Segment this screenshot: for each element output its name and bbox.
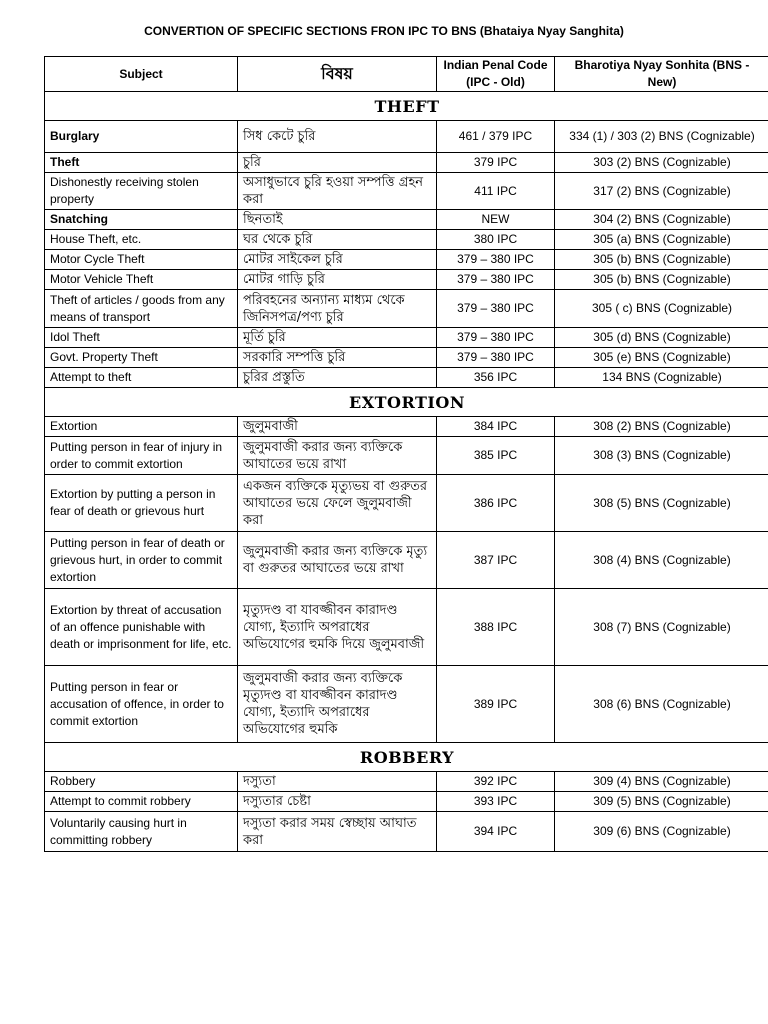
cell-bns: 317 (2) BNS (Cognizable) <box>555 173 768 210</box>
cell-ipc: 385 IPC <box>437 437 555 475</box>
cell-ipc: 386 IPC <box>437 475 555 532</box>
cell-bengali: একজন ব্যক্তিকে মৃত্যুভয় বা গুরুতর আঘাতের ভয়ে ফেলে জুলুমবাজী করা <box>238 475 437 532</box>
cell-bengali: মোটর সাইকেল চুরি <box>238 250 437 270</box>
table-row <box>45 270 768 290</box>
table-row <box>45 792 768 812</box>
table-row <box>45 250 768 270</box>
cell-subject: Extortion <box>45 417 238 437</box>
cell-bns: 308 (4) BNS (Cognizable) <box>555 532 768 589</box>
cell-ipc: 379 – 380 IPC <box>437 328 555 348</box>
cell-ipc: 393 IPC <box>437 792 555 812</box>
cell-bengali: ঘর থেকে চুরি <box>238 230 437 250</box>
table-row <box>45 121 768 153</box>
cell-bns: 305 ( c) BNS (Cognizable) <box>555 290 768 328</box>
cell-subject: Attempt to theft <box>45 368 238 388</box>
cell-ipc: 379 – 380 IPC <box>437 290 555 328</box>
cell-ipc: 356 IPC <box>437 368 555 388</box>
cell-bns: 308 (3) BNS (Cognizable) <box>555 437 768 475</box>
cell-bns: 303 (2) BNS (Cognizable) <box>555 153 768 173</box>
cell-bns: 305 (a) BNS (Cognizable) <box>555 230 768 250</box>
cell-bengali: জুলুমবাজী <box>238 417 437 437</box>
cell-ipc: 379 IPC <box>437 153 555 173</box>
ipc-bns-table <box>44 56 768 852</box>
header-bns: Bharotiya Nyay Sonhita (BNS - New) <box>555 57 768 92</box>
table-row <box>45 290 768 328</box>
cell-bns: 308 (5) BNS (Cognizable) <box>555 475 768 532</box>
header-bengali: বিষয় <box>238 57 437 92</box>
cell-subject: Motor Vehicle Theft <box>45 270 238 290</box>
table-row <box>45 230 768 250</box>
cell-ipc: NEW <box>437 210 555 230</box>
cell-bengali: মূর্তি চুরি <box>238 328 437 348</box>
cell-bengali: মোটর গাড়ি চুরি <box>238 270 437 290</box>
section-heading: ROBBERY <box>45 743 768 772</box>
cell-bengali: সিধ কেটে চুরি <box>238 121 437 153</box>
cell-subject: Robbery <box>45 772 238 792</box>
cell-ipc: 461 / 379 IPC <box>437 121 555 153</box>
header-subject: Subject <box>45 57 238 92</box>
document-title: CONVERTION OF SPECIFIC SECTIONS FRON IPC TO BNS (Bhataiya Nyay Sanghita) <box>144 24 624 38</box>
header-row <box>45 57 768 92</box>
cell-subject: Idol Theft <box>45 328 238 348</box>
table-row <box>45 812 768 852</box>
cell-ipc: 379 – 380 IPC <box>437 270 555 290</box>
cell-bns: 308 (7) BNS (Cognizable) <box>555 589 768 666</box>
cell-bns: 305 (b) BNS (Cognizable) <box>555 250 768 270</box>
cell-bns: 309 (4) BNS (Cognizable) <box>555 772 768 792</box>
cell-subject: Govt. Property Theft <box>45 348 238 368</box>
table-row <box>45 666 768 743</box>
cell-bengali: চুরির প্রস্তুতি <box>238 368 437 388</box>
cell-subject: Putting person in fear of death or grievous hurt, in order to commit extortion <box>45 532 238 589</box>
table-row <box>45 328 768 348</box>
cell-bengali: অসাধুভাবে চুরি হওয়া সম্পত্তি গ্রহন করা <box>238 173 437 210</box>
cell-bengali: দস্যুতা <box>238 772 437 792</box>
table-row <box>45 153 768 173</box>
cell-subject: Burglary <box>45 121 238 153</box>
table-row <box>45 173 768 210</box>
table-row <box>45 475 768 532</box>
header-ipc: Indian Penal Code (IPC - Old) <box>437 57 555 92</box>
cell-ipc: 384 IPC <box>437 417 555 437</box>
cell-ipc: 379 – 380 IPC <box>437 348 555 368</box>
cell-bns: 305 (b) BNS (Cognizable) <box>555 270 768 290</box>
table-row <box>45 210 768 230</box>
cell-subject: Snatching <box>45 210 238 230</box>
table-row <box>45 589 768 666</box>
cell-subject: Theft of articles / goods from any means of transport <box>45 290 238 328</box>
cell-subject: House Theft, etc. <box>45 230 238 250</box>
cell-subject: Motor Cycle Theft <box>45 250 238 270</box>
section-heading-row <box>45 743 768 772</box>
cell-ipc: 389 IPC <box>437 666 555 743</box>
table-row <box>45 417 768 437</box>
cell-bengali: জুলুমবাজী করার জন্য ব্যক্তিকে মৃত্যু বা গুরুতর আঘাতের ভয়ে রাখা <box>238 532 437 589</box>
cell-bns: 134 BNS (Cognizable) <box>555 368 768 388</box>
table-row <box>45 772 768 792</box>
cell-bengali: পরিবহনের অন্যান্য মাধ্যম থেকে জিনিসপত্র/পণ্য চুরি <box>238 290 437 328</box>
cell-bengali: সরকারি সম্পত্তি চুরি <box>238 348 437 368</box>
cell-ipc: 394 IPC <box>437 812 555 852</box>
cell-ipc: 387 IPC <box>437 532 555 589</box>
cell-subject: Putting person in fear of injury in order to commit extortion <box>45 437 238 475</box>
cell-bengali: চুরি <box>238 153 437 173</box>
cell-subject: Extortion by putting a person in fear of death or grievous hurt <box>45 475 238 532</box>
cell-subject: Dishonestly receiving stolen property <box>45 173 238 210</box>
cell-subject: Theft <box>45 153 238 173</box>
cell-bns: 305 (d) BNS (Cognizable) <box>555 328 768 348</box>
cell-subject: Extortion by threat of accusation of an offence punishable with death or imprisonment for life, etc. <box>45 589 238 666</box>
cell-bns: 334 (1) / 303 (2) BNS (Cognizable) <box>555 121 768 153</box>
cell-subject: Voluntarily causing hurt in committing robbery <box>45 812 238 852</box>
section-heading: THEFT <box>45 92 768 121</box>
table-body <box>45 92 768 852</box>
cell-bns: 308 (6) BNS (Cognizable) <box>555 666 768 743</box>
cell-subject: Attempt to commit robbery <box>45 792 238 812</box>
cell-bns: 308 (2) BNS (Cognizable) <box>555 417 768 437</box>
table-row <box>45 368 768 388</box>
section-heading-row <box>45 92 768 121</box>
table-row <box>45 437 768 475</box>
cell-bengali: দস্যুতার চেষ্টা <box>238 792 437 812</box>
cell-bns: 304 (2) BNS (Cognizable) <box>555 210 768 230</box>
cell-bengali: দস্যুতা করার সময় স্বেচ্ছায় আঘাত করা <box>238 812 437 852</box>
cell-subject: Putting person in fear or accusation of offence, in order to commit extortion <box>45 666 238 743</box>
cell-bengali: ছিনতাই <box>238 210 437 230</box>
section-heading: EXTORTION <box>45 388 768 417</box>
cell-ipc: 388 IPC <box>437 589 555 666</box>
cell-bns: 305 (e) BNS (Cognizable) <box>555 348 768 368</box>
table-row <box>45 532 768 589</box>
section-heading-row <box>45 388 768 417</box>
cell-bengali: মৃত্যুদণ্ড বা যাবজ্জীবন কারাদণ্ড যোগ্য, ইত্যাদি অপরাধের অভিযোগের হুমকি দিয়ে জুলুমবাজী <box>238 589 437 666</box>
cell-bengali: জুলুমবাজী করার জন্য ব্যক্তিকে আঘাতের ভয়ে রাখা <box>238 437 437 475</box>
table-row <box>45 348 768 368</box>
cell-ipc: 411 IPC <box>437 173 555 210</box>
cell-ipc: 380 IPC <box>437 230 555 250</box>
cell-ipc: 392 IPC <box>437 772 555 792</box>
cell-bns: 309 (5) BNS (Cognizable) <box>555 792 768 812</box>
cell-bns: 309 (6) BNS (Cognizable) <box>555 812 768 852</box>
cell-bengali: জুলুমবাজী করার জন্য ব্যক্তিকে মৃত্যুদণ্ড বা যাবজ্জীবন কারাদণ্ড যোগ্য, ইত্যাদি অপরাধের অভিযোগের হুমকি <box>238 666 437 743</box>
cell-ipc: 379 – 380 IPC <box>437 250 555 270</box>
